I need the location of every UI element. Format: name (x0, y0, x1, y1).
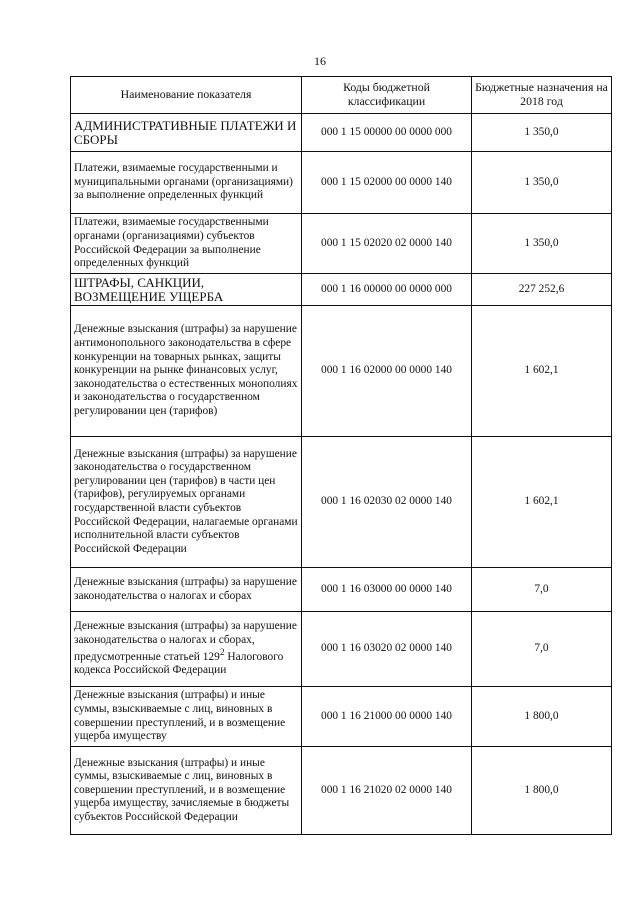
table-row (71, 687, 612, 747)
table-row (71, 437, 612, 568)
row-name: Денежные взыскания (штрафы) и иные суммы, взыскиваемые с лиц, виновных в совершении преступлений, и в возмещение ущерба имуществу (71, 687, 302, 747)
row-amount: 1 350,0 (472, 152, 612, 214)
row-name (71, 612, 302, 687)
table-row (71, 274, 612, 306)
header-name: Наименование показателя (71, 77, 302, 114)
row-name-text: Денежные взыскания (штрафы) за нарушение законодательства о налогах и сборах, предусмотренные статьей 129 (74, 619, 297, 663)
row-name-text-end: Налогового кодекса Российской Федерации (74, 650, 284, 677)
row-amount: 7,0 (472, 568, 612, 612)
row-amount: 7,0 (472, 612, 612, 687)
header-code: Коды бюджетной классификации (302, 77, 472, 114)
article-superscript: 2 (219, 648, 225, 659)
page-number: 16 (314, 54, 326, 68)
row-amount: 1 800,0 (472, 747, 612, 835)
table-header-row (71, 77, 612, 114)
table-row (71, 612, 612, 687)
row-code: 000 1 16 00000 00 0000 000 (302, 274, 472, 306)
row-code: 000 1 16 21020 02 0000 140 (302, 747, 472, 835)
table-row (71, 306, 612, 437)
row-code: 000 1 16 03020 02 0000 140 (302, 612, 472, 687)
table-row (71, 114, 612, 152)
table-row (71, 214, 612, 274)
row-name: АДМИНИСТРАТИВНЫЕ ПЛАТЕЖИ И СБОРЫ (71, 114, 302, 152)
row-code: 000 1 15 02020 02 0000 140 (302, 214, 472, 274)
row-name: Платежи, взимаемые государственными органами (организациями) субъектов Российской Федерации за выполнение определенных функций (71, 214, 302, 274)
row-amount: 1 350,0 (472, 214, 612, 274)
row-code: 000 1 16 02000 00 0000 140 (302, 306, 472, 437)
row-amount: 1 602,1 (472, 306, 612, 437)
row-amount: 1 602,1 (472, 437, 612, 568)
row-name: Денежные взыскания (штрафы) за нарушение законодательства о государственном регулировании цен (тарифов) в части цен (тарифов), регулируемых органами государственной власти субъектов Российской Федерации, налагаемые органами исполнительной власти субъектов Российской Федерации (71, 437, 302, 568)
row-amount: 1 800,0 (472, 687, 612, 747)
row-amount: 227 252,6 (472, 274, 612, 306)
row-name: Денежные взыскания (штрафы) и иные суммы, взыскиваемые с лиц, виновных в совершении преступлений, и в возмещение ущерба имуществу, зачисляемые в бюджеты субъектов Российской Федерации (71, 747, 302, 835)
row-name: ШТРАФЫ, САНКЦИИ, ВОЗМЕЩЕНИЕ УЩЕРБА (71, 274, 302, 306)
row-code: 000 1 15 02000 00 0000 140 (302, 152, 472, 214)
row-code: 000 1 16 03000 00 0000 140 (302, 568, 472, 612)
header-amount: Бюджетные назначения на 2018 год (472, 77, 612, 114)
row-name: Платежи, взимаемые государственными и муниципальными органами (организациями) за выполнение определенных функций (71, 152, 302, 214)
row-code: 000 1 15 00000 00 0000 000 (302, 114, 472, 152)
row-code: 000 1 16 21000 00 0000 140 (302, 687, 472, 747)
row-name: Денежные взыскания (штрафы) за нарушение законодательства о налогах и сборах (71, 568, 302, 612)
table-row (71, 568, 612, 612)
row-name: Денежные взыскания (штрафы) за нарушение антимонопольного законодательства в сфере конкуренции на товарных рынках, защиты конкуренции на рынке финансовых услуг, законодательства о естественных монополиях и законодательства о государственном регулировании цен (тарифов) (71, 306, 302, 437)
row-amount: 1 350,0 (472, 114, 612, 152)
budget-table (70, 76, 612, 835)
row-code: 000 1 16 02030 02 0000 140 (302, 437, 472, 568)
table-row (71, 152, 612, 214)
table-row (71, 747, 612, 835)
